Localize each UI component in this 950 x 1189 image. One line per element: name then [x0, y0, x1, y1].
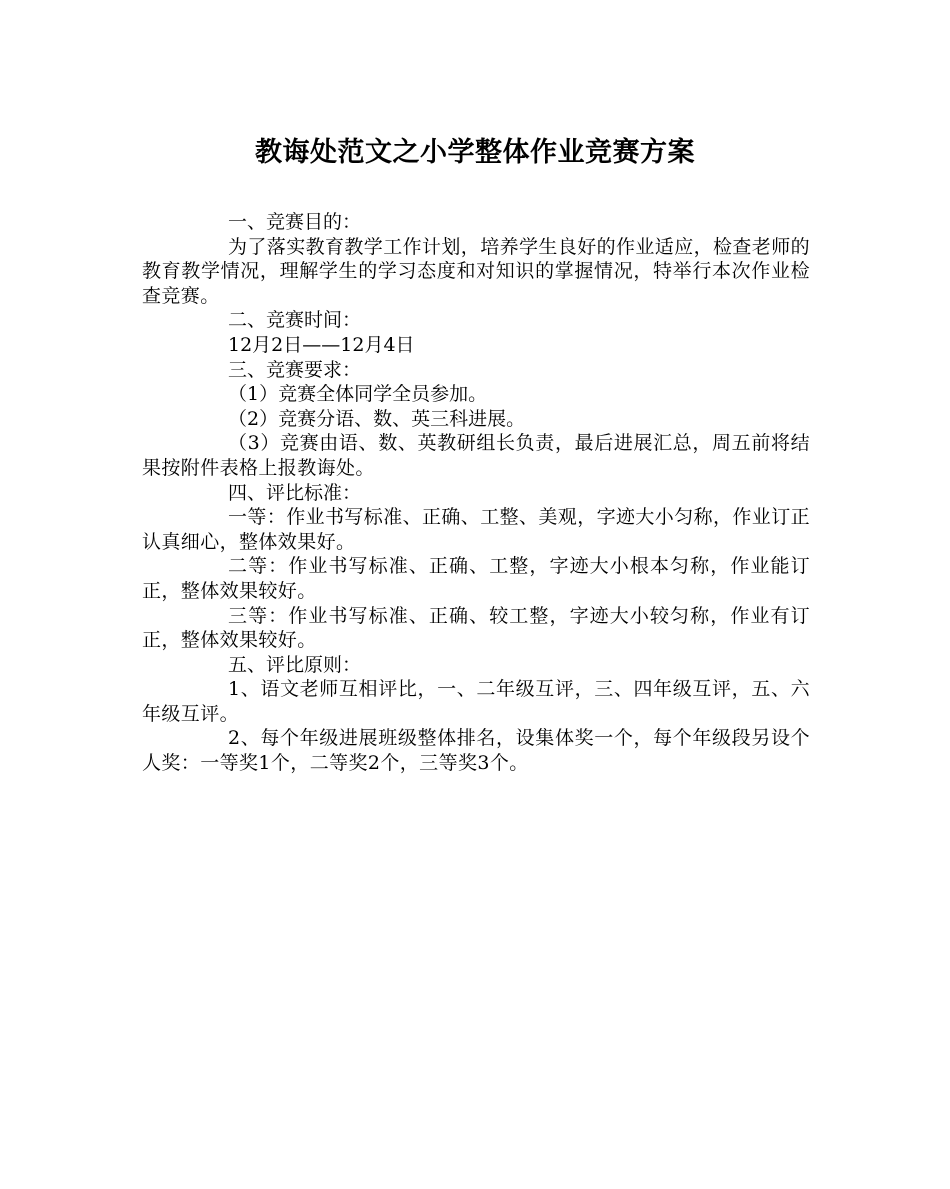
paragraph-time: 12月2日——12月4日: [228, 333, 415, 356]
principle-item-2: 2、每个年级进展班级整体排名，设集体奖一个，每个年级段另设个人奖：一等奖1个，二等奖2个，三等奖3个。: [142, 727, 810, 775]
requirement-item-1: （1）竞赛全体同学全员参加。: [228, 383, 488, 406]
paragraph-purpose: 为了落实教育教学工作计划，培养学生良好的作业适应，检查老师的教育教学情况，理解学生的学习态度和对知识的掌握情况，特举行本次作业检查竞赛。: [142, 235, 811, 307]
document-title: 教诲处范文之小学整体作业竞赛方案: [255, 137, 695, 168]
requirement-item-3: （3）竞赛由语、数、英教研组长负责，最后进展汇总，周五前将结果按附件表格上报教诲处。: [142, 432, 810, 479]
criteria-third-class: 三等：作业书写标准、正确、较工整，字迹大小较匀称，作业有订正，整体效果较好。: [142, 604, 810, 652]
section-heading-time: 二、竞赛时间：: [228, 309, 362, 332]
section-heading-criteria: 四、评比标准：: [228, 481, 362, 504]
principle-item-1: 1、语文老师互相评比，一、二年级互评，三、四年级互评，五、六年级互评。: [142, 678, 810, 725]
section-heading-purpose: 一、竞赛目的：: [228, 211, 362, 233]
criteria-first-class: 一等：作业书写标准、正确、工整、美观，字迹大小匀称，作业订正认真细心，整体效果好。: [142, 506, 811, 553]
section-heading-principles: 五、评比原则：: [228, 653, 362, 676]
section-heading-requirements: 三、竞赛要求：: [228, 358, 362, 381]
document-body: [142, 210, 810, 776]
requirement-item-2: （2）竞赛分语、数、英三科进展。: [228, 407, 526, 430]
criteria-second-class: 二等：作业书写标准、正确、工整，字迹大小根本匀称，作业能订正，整体效果较好。: [142, 555, 810, 602]
